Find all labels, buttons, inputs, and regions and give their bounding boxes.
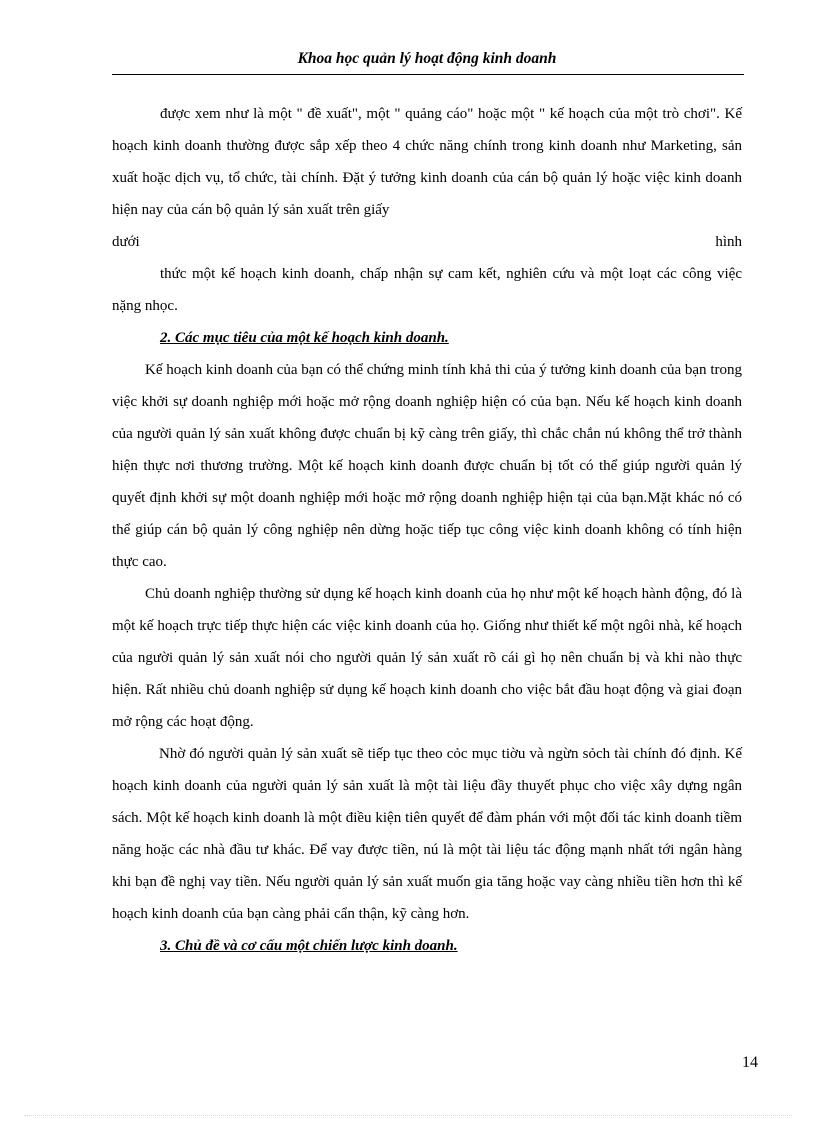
paragraph-1-gap-line	[112, 226, 742, 258]
header-rule	[112, 74, 744, 75]
paragraph-1: được xem như là một " đề xuất", một " quảng cáo" hoặc một " kế hoạch của một trò chơi". Kế hoạch kinh doanh thường được sắp xếp theo 4 chức năng chính trong kinh doanh như Marketing, sản xuất hoặc dịch vụ, tổ chức, tài chính. Đặt ý tưởng kinh doanh của cán bộ quản lý hoặc việc kinh doanh hiện nay của cán bộ quản lý sản xuất trên giấy	[112, 106, 742, 218]
section-heading-2	[112, 322, 742, 354]
section-heading-2-text: 2. Các mục tiêu của một kế hoạch kinh doanh.	[160, 330, 449, 346]
page-number: 14	[742, 1054, 758, 1071]
gap-word-right: hình	[715, 234, 742, 250]
section-heading-3	[112, 930, 742, 962]
running-header: Khoa học quản lý hoạt động kinh doanh	[297, 50, 557, 67]
page-bottom-edge	[24, 1115, 792, 1116]
paragraph-5: Nhờ đó người quản lý sản xuất sẽ tiếp tục theo cỏc mục tiờu và ngừn sỏch tài chính đó định. Kế hoạch kinh doanh của người quản lý sản xuất là một tài liệu đầy thuyết phục cho việc xây dựng ngân sách. Một kế hoạch kinh doanh là một điều kiện tiên quyết để đàm phán với một đối tác kinh doanh tiềm năng hoặc các nhà đầu tư khác. Để vay được tiền, nú là một tài liệu tác động mạnh nhất tới ngân hàng khi bạn đề nghị vay tiền. Nếu người quản lý sản xuất muốn gia tăng hoặc vay càng nhiều tiền hơn thì kế hoạch kinh doanh của bạn càng phải cẩn thận, kỹ càng hơn.	[112, 746, 742, 922]
paragraph-4: Chủ doanh nghiệp thường sử dụng kế hoạch kinh doanh của họ như một kế hoạch hành động, đó là một kế hoạch trực tiếp thực hiện các việc kinh doanh của họ. Giống như thiết kế một ngôi nhà, kế hoạch của người quản lý sản xuất nói cho người quản lý sản xuất rõ cái gì họ nên chuẩn bị và khi nào thực hiện. Rất nhiều chủ doanh nghiệp sử dụng kế hoạch kinh doanh cho việc bắt đầu hoạt động và giai đoạn mở rộng các hoạt động.	[112, 586, 742, 730]
gap-word-left: dưới	[112, 234, 140, 250]
section-heading-3-text: 3. Chủ đề và cơ cấu một chiến lược kinh doanh.	[160, 938, 458, 954]
paragraph-3: Kế hoạch kinh doanh của bạn có thể chứng minh tính khả thi của ý tưởng kinh doanh của bạn trong việc khởi sự doanh nghiệp mới hoặc mở rộng doanh nghiệp hiện có của bạn. Nếu kế hoạch kinh doanh của người quản lý sản xuất không được chuẩn bị kỹ càng trên giấy, thì chắc chắn nú không thể trở thành hiện thực nơi thương trường. Một kế hoạch kinh doanh được chuẩn bị tốt có thể giúp người quản lý quyết định khởi sự một doanh nghiệp mới hoặc mở rộng doanh nghiệp hiện tại của bạn.Mặt khác nó có thể giúp cán bộ quản lý công nghiệp nên dừng hoặc tiếp tục công việc kinh doanh không có tính hiện thực cao.	[112, 362, 742, 570]
body-text	[112, 98, 742, 962]
paragraph-2: thức một kế hoạch kinh doanh, chấp nhận sự cam kết, nghiên cứu và một loạt các công việc nặng nhọc.	[112, 266, 742, 314]
